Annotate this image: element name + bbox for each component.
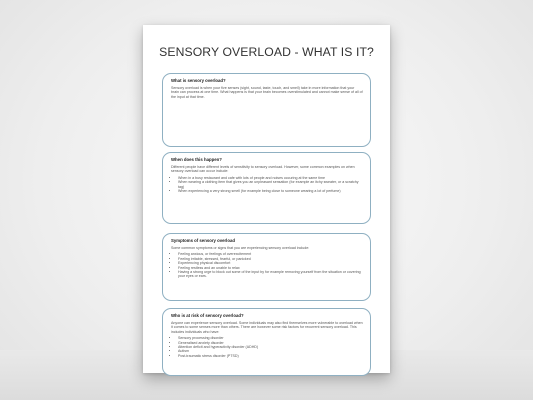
section-when-happens (162, 152, 371, 224)
list-item: • Experiencing physical discomfort (178, 261, 363, 265)
list-item: • Having a strong urge to block out some of the input by for example removing yourself from the situation or covering your eyes or ears. (178, 270, 363, 279)
section-paragraph: Sensory overload is when your five senses (sight, sound, taste, touch, and smell) take in more information that your brain can process at one time. What happens is that your brain becomes overstimulated and cannot make sense of all of the input at that time. (171, 86, 363, 99)
list-item: • When in a busy restaurant and cafe with lots of people and noises occuring at the same time (178, 176, 363, 180)
section-who-at-risk (162, 308, 371, 376)
section-symptoms (162, 233, 371, 301)
bullet-list (171, 336, 363, 358)
list-item: • Sensory processing disorder (178, 336, 363, 340)
list-item: • Post-traumatic stress disorder (PTSD) (178, 354, 363, 358)
section-paragraph: Some common symptoms or signs that you are experiencing sensory overload include: (171, 246, 310, 250)
section-heading: Symptoms of sensory overload (171, 238, 235, 243)
list-item: • Attention deficit and hyperactivity disorder (ADHD) (178, 345, 363, 349)
list-item: • Generalised anxiety disorder (178, 341, 363, 345)
bullet-list (171, 176, 363, 194)
list-item: • Feeling anxious, or feelings of overexcitement (178, 252, 363, 256)
list-item: • Feeling irritable, stressed, fearful, or panicked (178, 257, 363, 261)
section-what-is-it (162, 73, 371, 147)
worksheet-page (143, 25, 390, 373)
list-item: • Feeling restless and an unable to relax (178, 266, 363, 270)
section-paragraph: Anyone can experience sensory overload. Some individuals may also find themselves more vulnerable to overload when it comes to some senses more than others. There are however some risk factors for recurrent sensory overload. This includes individuals who have: (171, 321, 363, 334)
section-heading: When does this happen? (171, 157, 222, 162)
list-item: • Autism (178, 349, 363, 353)
section-paragraph: Different people have different levels of sensitivity to sensory overload. However, some common examples on when sensory overload can occur include: (171, 165, 355, 174)
list-item: • When wearing a clothing item that gives you an unpleasant sensation (for example an itchy sweater, or a scratchy tag) (178, 180, 363, 189)
section-heading: Who is at risk of sensory overload? (171, 313, 244, 318)
section-heading: What is sensory overload? (171, 78, 226, 83)
page-title: SENSORY OVERLOAD - WHAT IS IT? (159, 45, 374, 59)
list-item: • When experiencing a very strong smell (for example being close to someone wearing a lot of perfume) (178, 189, 363, 193)
bullet-list (171, 252, 363, 278)
